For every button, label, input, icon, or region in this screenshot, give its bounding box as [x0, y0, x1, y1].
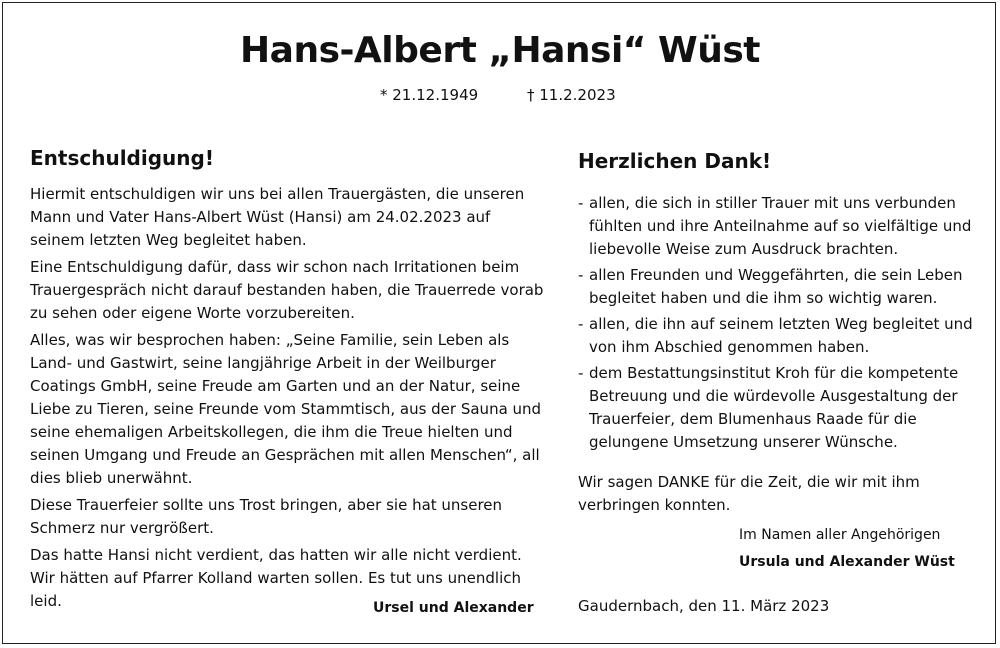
thanks-closing: Wir sagen DANKE für die Zeit, die wir mit ihm verbringen konnten. — [578, 473, 920, 514]
apology-paragraph: Das hatte Hansi nicht verdient, das hatten wir alle nicht verdient. Wir hätten auf Pfarrer Kolland warten sollen. Es tut uns unendlich leid. — [30, 546, 522, 610]
birth-date: * 21.12.1949 — [380, 86, 479, 104]
on-behalf-line: Im Namen aller Angehörigen — [739, 527, 941, 543]
place-date: Gaudernbach, den 11. März 2023 — [578, 597, 830, 615]
thanks-list — [578, 192, 978, 454]
dash-bullet: - — [578, 315, 584, 333]
apology-paragraph: Alles, was wir besprochen haben: „Seine Familie, sein Leben als Land- und Gastwirt, seine langjährige Arbeit in der Weilburger Coatings GmbH, seine Freude am Garten und an der Natur, seine Liebe zu Tieren, seine Freunde vom Stammtisch, aus der Sauna und seine ehemaligen Arbeitskollegen, die ihm die Treue hielten und seinen Umgang und Freude an Gesprächen mit allen Menschen“, all dies blieb unerwähnt. — [30, 331, 542, 487]
thanks-item — [578, 313, 978, 359]
thanks-item-text: allen, die sich in stiller Trauer mit uns verbunden fühlten und ihre Anteilnahme auf so vielfältige und liebevolle Weise zum Ausdruck brachten. — [589, 194, 972, 258]
apology-text — [30, 183, 545, 617]
apology-heading: Entschuldigung! — [30, 146, 214, 170]
apology-paragraph: Diese Trauerfeier sollte uns Trost bringen, aber sie hat unseren Schmerz nur vergrößert. — [30, 496, 503, 537]
deceased-name: Hans-Albert „Hansi“ Wüst — [240, 30, 760, 71]
dash-bullet: - — [578, 194, 584, 212]
thanks-item — [578, 264, 978, 310]
apology-signature: Ursel und Alexander — [373, 600, 534, 616]
thanks-item-text: allen, die ihn auf seinem letzten Weg begleitet und von ihm Abschied genommen haben. — [589, 315, 973, 356]
life-dates — [0, 86, 1000, 106]
dash-bullet: - — [578, 266, 584, 284]
family-signature: Ursula und Alexander Wüst — [739, 554, 955, 570]
thanks-heading: Herzlichen Dank! — [578, 149, 772, 173]
thanks-text — [578, 192, 978, 517]
thanks-item-text: dem Bestattungsinstitut Kroh für die kompetente Betreuung und die würdevolle Ausgestaltung der Trauerfeier, dem Blumenhaus Raade für die gelungene Umsetzung unserer Wünsche. — [589, 364, 959, 451]
death-date: † 11.2.2023 — [527, 86, 616, 104]
apology-paragraph: Hiermit entschuldigen wir uns bei allen Trauergästen, die unseren Mann und Vater Hans-Albert Wüst (Hansi) am 24.02.2023 auf seinem letzten Weg begleitet haben. — [30, 185, 525, 249]
thanks-item — [578, 362, 978, 454]
dash-bullet: - — [578, 364, 584, 382]
thanks-item — [578, 192, 978, 261]
apology-paragraph: Eine Entschuldigung dafür, dass wir schon nach Irritationen beim Trauergespräch nicht darauf bestanden haben, die Trauerrede vorab zu sehen oder eigene Worte vorzubereiten. — [30, 258, 544, 322]
thanks-item-text: allen Freunden und Weggefährten, die sein Leben begleitet haben und die ihm so wichtig waren. — [589, 266, 963, 307]
